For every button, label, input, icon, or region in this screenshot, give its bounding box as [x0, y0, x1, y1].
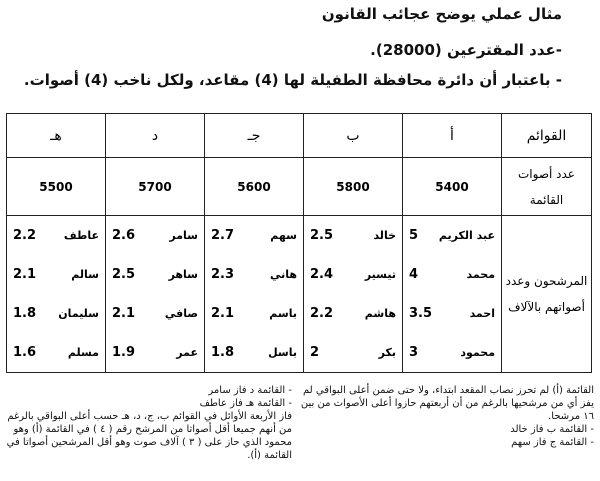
candidate-votes: 5 — [409, 228, 419, 244]
candidate-votes: 2.1 — [211, 305, 235, 321]
candidate-cell — [7, 333, 106, 373]
candidate-cell — [106, 333, 205, 373]
note-paragraph: - القائمة هـ فاز عاطف — [199, 398, 292, 409]
candidate-cell — [106, 255, 205, 294]
candidate-votes: 1.8 — [211, 344, 235, 360]
candidate-name: سليمان — [58, 306, 99, 320]
candidate-name: باسل — [268, 345, 297, 359]
list-votes-a: 5400 — [403, 158, 502, 216]
notes-right — [294, 384, 594, 449]
candidate-name: عبد الكريم — [438, 229, 495, 243]
candidate-name: تيسير — [364, 268, 396, 282]
list-votes-d: 5700 — [106, 158, 205, 216]
note-paragraph: - القائمة ج فاز سهم — [511, 437, 594, 448]
list-votes-c: 5600 — [205, 158, 304, 216]
candidate-votes: 4 — [409, 267, 419, 283]
candidate-name: مسلم — [67, 345, 99, 359]
candidate-cell — [106, 216, 205, 256]
candidate-cell — [304, 333, 403, 373]
note-paragraph: - القائمة د فاز سامر — [208, 385, 292, 396]
candidate-votes: 2.5 — [310, 228, 334, 244]
candidate-cell — [7, 294, 106, 333]
candidate-name: سهم — [270, 229, 297, 243]
candidate-cell — [205, 216, 304, 256]
list-header-d: د — [106, 114, 205, 158]
candidate-votes: 3 — [409, 344, 419, 360]
candidate-name: محمد — [466, 268, 495, 282]
candidate-votes: 2.1 — [13, 267, 37, 283]
heading-line-2: -عدد المقترعين (28000). — [370, 41, 562, 59]
candidate-name: بكر — [378, 345, 396, 359]
candidate-votes: 2.1 — [112, 305, 136, 321]
candidate-name: هاني — [269, 268, 297, 282]
list-votes-b: 5800 — [304, 158, 403, 216]
candidate-cell — [205, 294, 304, 333]
candidate-votes: 2.2 — [13, 228, 37, 244]
candidate-votes: 2.6 — [112, 228, 136, 244]
list-votes-e: 5500 — [7, 158, 106, 216]
candidate-cell — [7, 255, 106, 294]
candidate-cell — [403, 333, 502, 373]
list-header-e: هـ — [7, 114, 106, 158]
note-paragraph: - القائمة ب فاز خالد — [510, 424, 594, 435]
candidate-cell — [7, 216, 106, 256]
candidate-name: باسم — [269, 306, 297, 320]
candidate-votes: 2.4 — [310, 267, 334, 283]
table-header-row — [7, 114, 592, 158]
candidate-cell — [403, 255, 502, 294]
candidate-cell — [106, 294, 205, 333]
candidates-row-label: المرشحون وعدد أصواتهم بالآلاف — [502, 216, 592, 373]
candidate-cell — [304, 294, 403, 333]
candidate-cell — [304, 255, 403, 294]
notes-left — [6, 384, 292, 462]
candidate-votes: 1.6 — [13, 344, 37, 360]
candidate-name: خالد — [373, 229, 396, 243]
votes-row — [7, 158, 592, 216]
candidate-name: ساهر — [168, 268, 198, 282]
candidate-cell — [403, 216, 502, 256]
candidate-row — [7, 216, 592, 256]
lists-corner-label: القوائم — [502, 114, 592, 158]
heading-line-3: - باعتبار أن دائرة محافظة الطفيلة لها (4) مقاعد، ولكل ناخب (4) أصوات. — [23, 71, 562, 89]
candidate-votes: 2.5 — [112, 267, 136, 283]
candidate-name: احمد — [469, 306, 495, 320]
candidate-cell — [205, 333, 304, 373]
candidate-name: محمود — [460, 345, 495, 359]
candidate-votes: 2.7 — [211, 228, 235, 244]
candidate-votes: 2.2 — [310, 305, 334, 321]
candidate-name: عمر — [176, 345, 198, 359]
candidate-votes: 3.5 — [409, 305, 433, 321]
candidate-cell — [205, 255, 304, 294]
list-header-a: أ — [403, 114, 502, 158]
list-header-c: جـ — [205, 114, 304, 158]
election-table — [6, 113, 592, 373]
note-paragraph: فاز الأربعة الأوائل في القوائم ب، ج، د، هـ حسب أعلى البواقي بالرغم من أنهم جميعا أقل أصواتا من المرشح رقم ( ٤ ) في القائمة (أ) وهو محمود الذي حاز على ( ٣ ) آلاف صوت وهو أقل المرشحين أصواتا في القائمة (أ). — [6, 411, 292, 461]
candidate-name: هاشم — [364, 306, 396, 320]
heading-line-1: مثال عملي يوضح عجائب القانون — [321, 5, 562, 23]
candidate-votes: 1.8 — [13, 305, 37, 321]
note-paragraph: القائمة (أ) لم تحرز نصاب المقعد ابتداء، ولا حتى ضمن أعلى البواقي لم يفز أي من مرشحيها بالرغم من أن أربعتهم حازوا أعلى الأصوات من بين ١٦ مرشحا. — [300, 385, 594, 422]
candidate-votes: 1.9 — [112, 344, 136, 360]
candidate-cell — [304, 216, 403, 256]
candidate-name: سالم — [71, 268, 99, 282]
votes-row-label: عدد أصوات القائمة — [502, 158, 592, 216]
list-header-b: ب — [304, 114, 403, 158]
candidate-votes: 2 — [310, 344, 320, 360]
candidate-name: صافي — [164, 306, 198, 320]
candidate-name: سامر — [169, 229, 198, 243]
candidate-votes: 2.3 — [211, 267, 235, 283]
candidate-name: عاطف — [63, 229, 99, 243]
candidate-cell — [403, 294, 502, 333]
